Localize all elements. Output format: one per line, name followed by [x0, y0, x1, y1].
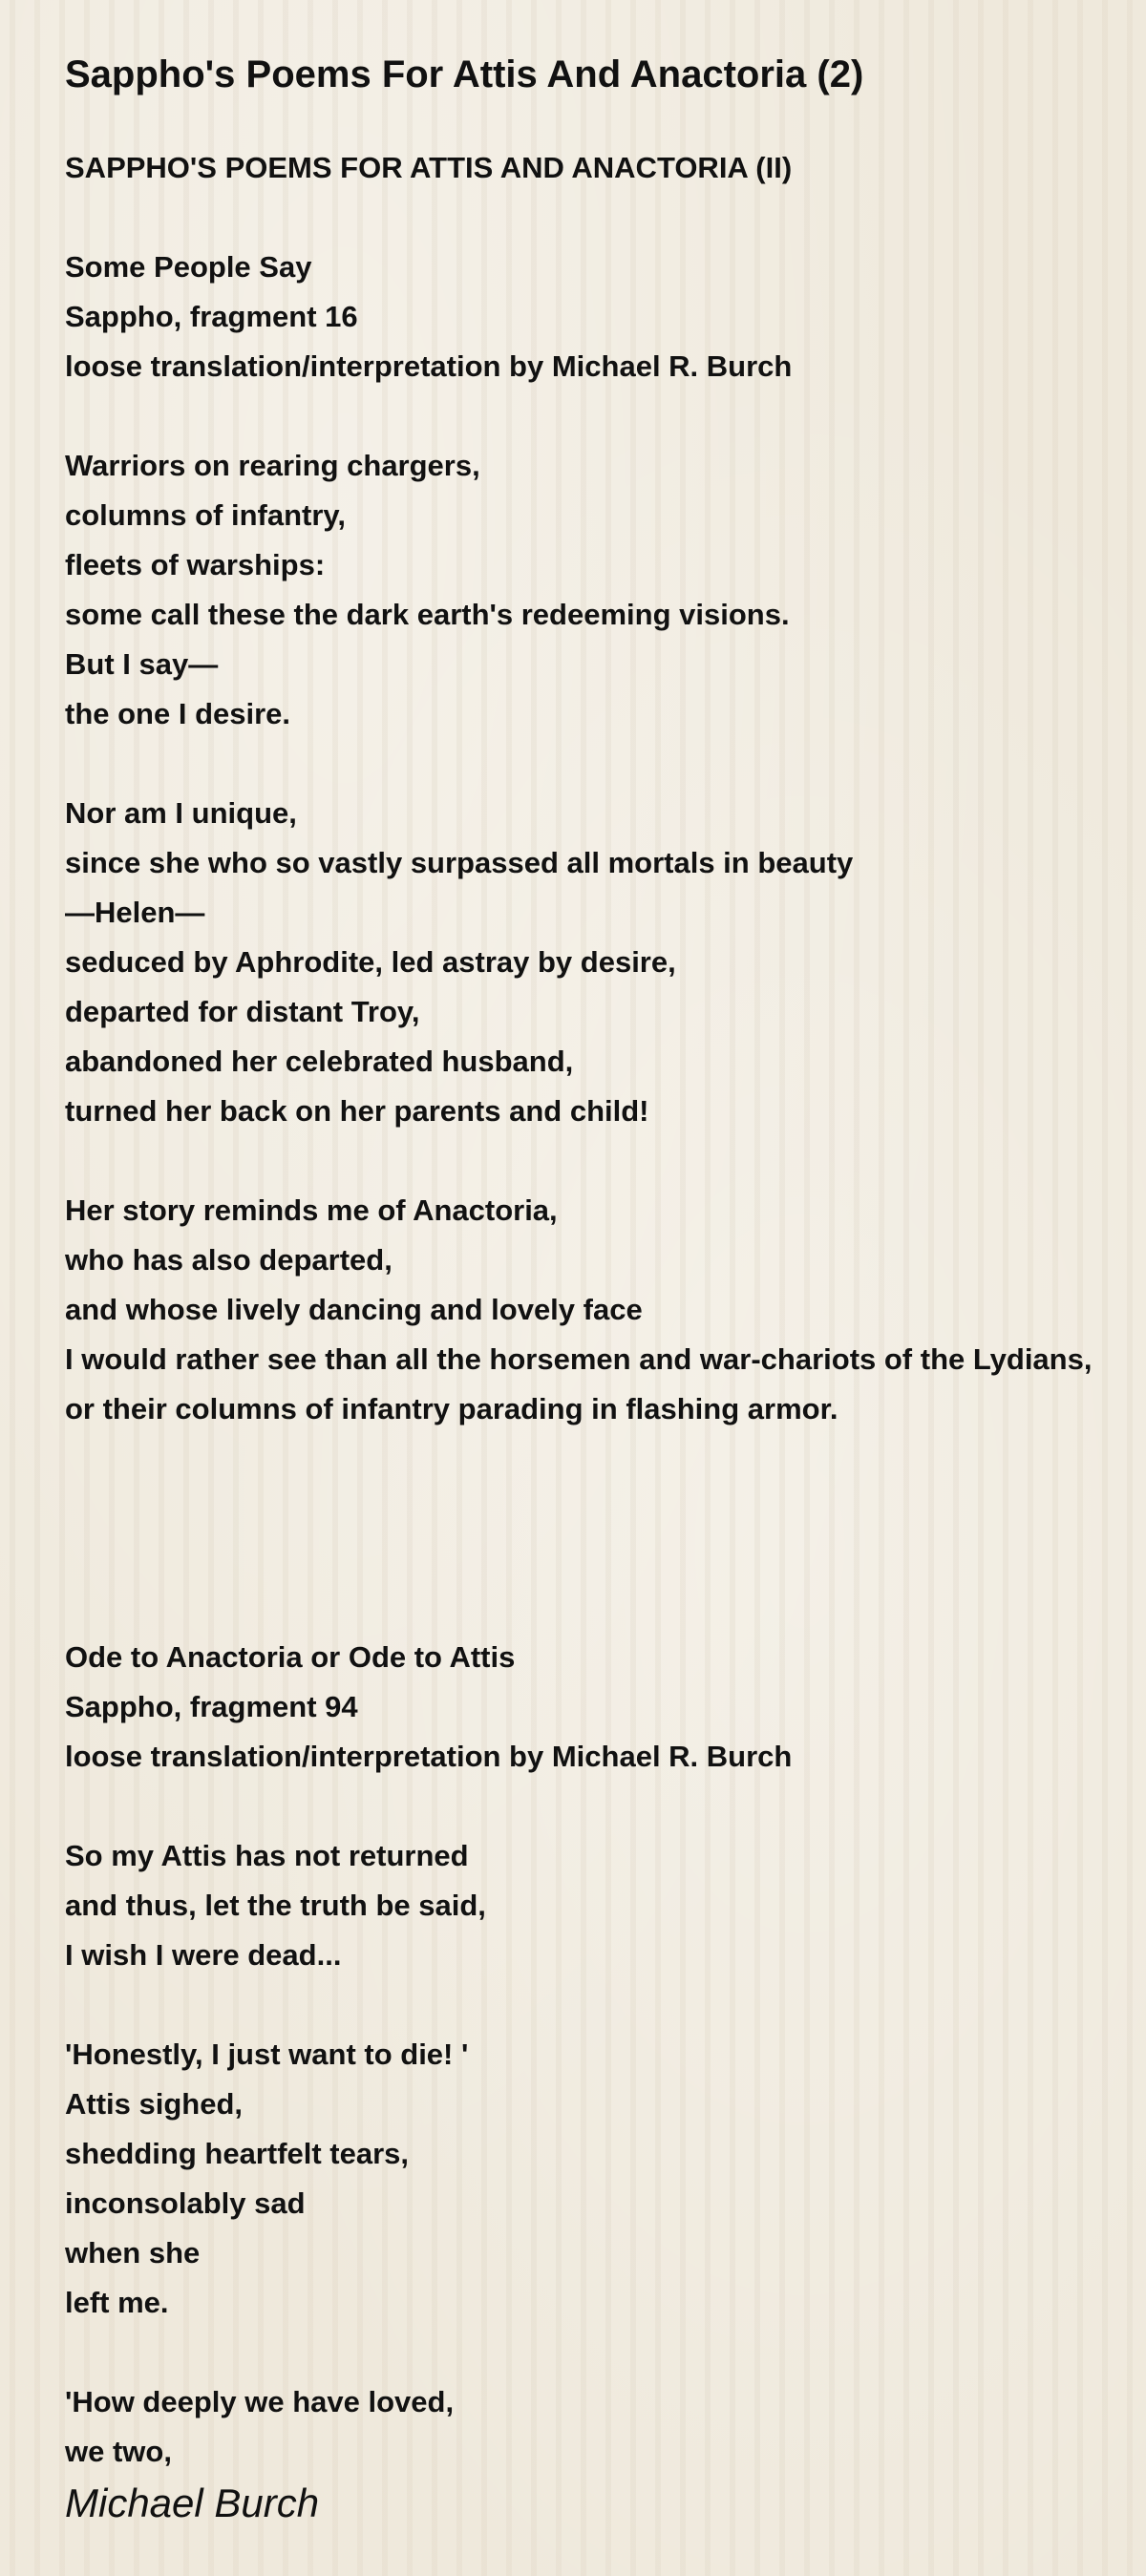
poem-line: Some People Say: [65, 250, 312, 284]
stanza-break: [65, 1136, 1135, 1186]
poem-line: the one I desire.: [65, 697, 291, 730]
stanza-break: [65, 193, 1135, 243]
poem-line: seduced by Aphrodite, led astray by desire,: [65, 945, 676, 979]
poem-body: [65, 143, 1135, 2477]
poem-line: columns of infantry,: [65, 498, 346, 532]
poem-line: Sappho, fragment 16: [65, 300, 358, 333]
author-signature: Michael Burch: [65, 2481, 320, 2525]
poem-line: we two,: [65, 2435, 172, 2468]
poem-line: So my Attis has not returned: [65, 1839, 469, 1872]
stanza-break: [65, 1583, 1135, 1633]
poem-line: and whose lively dancing and lovely face: [65, 1293, 643, 1326]
poem-line: 'How deeply we have loved,: [65, 2385, 455, 2418]
poem-line: fleets of warships:: [65, 548, 326, 581]
poem-line: Her story reminds me of Anactoria,: [65, 1193, 558, 1227]
poem-line: departed for distant Troy,: [65, 995, 420, 1028]
stanza-break: [65, 1533, 1135, 1583]
poem-line: SAPPHO'S POEMS FOR ATTIS AND ANACTORIA (II): [65, 151, 793, 184]
poem-line: I wish I were dead...: [65, 1938, 342, 1972]
poem-line: loose translation/interpretation by Michael R. Burch: [65, 349, 793, 383]
stanza-break: [65, 739, 1135, 789]
stanza-break: [65, 1782, 1135, 1831]
poem-title: Sappho's Poems For Attis And Anactoria (2): [65, 53, 864, 95]
poem-line: 'Honestly, I just want to die! ': [65, 2038, 469, 2071]
poem-line: But I say—: [65, 647, 219, 681]
stanza-break: [65, 1434, 1135, 1484]
poem-line: some call these the dark earth's redeeming visions.: [65, 598, 790, 631]
poem-line: when she: [65, 2236, 201, 2270]
poem-line: —Helen—: [65, 896, 205, 929]
poem-line: abandoned her celebrated husband,: [65, 1045, 574, 1078]
poem-line: turned her back on her parents and child!: [65, 1094, 649, 1128]
stanza-break: [65, 391, 1135, 441]
poem-line: inconsolably sad: [65, 2186, 306, 2220]
stanza-break: [65, 2328, 1135, 2377]
poem-line: who has also departed,: [65, 1243, 393, 1277]
poem-line: Warriors on rearing chargers,: [65, 449, 480, 482]
poem-line: left me.: [65, 2286, 169, 2319]
stanza-break: [65, 1484, 1135, 1533]
poem-line: loose translation/interpretation by Michael R. Burch: [65, 1740, 793, 1773]
poem-line: or their columns of infantry parading in flashing armor.: [65, 1392, 838, 1425]
poem-line: and thus, let the truth be said,: [65, 1889, 486, 1922]
poem-line: Sappho, fragment 94: [65, 1690, 358, 1723]
poem-line: Ode to Anactoria or Ode to Attis: [65, 1640, 516, 1674]
poem-line: since she who so vastly surpassed all mortals in beauty: [65, 846, 854, 879]
poem-line: I would rather see than all the horsemen and war-chariots of the Lydians,: [65, 1342, 1093, 1376]
stanza-break: [65, 1980, 1135, 2030]
poem-line: Nor am I unique,: [65, 796, 297, 830]
poem-line: shedding heartfelt tears,: [65, 2137, 410, 2170]
poem-line: Attis sighed,: [65, 2087, 244, 2121]
